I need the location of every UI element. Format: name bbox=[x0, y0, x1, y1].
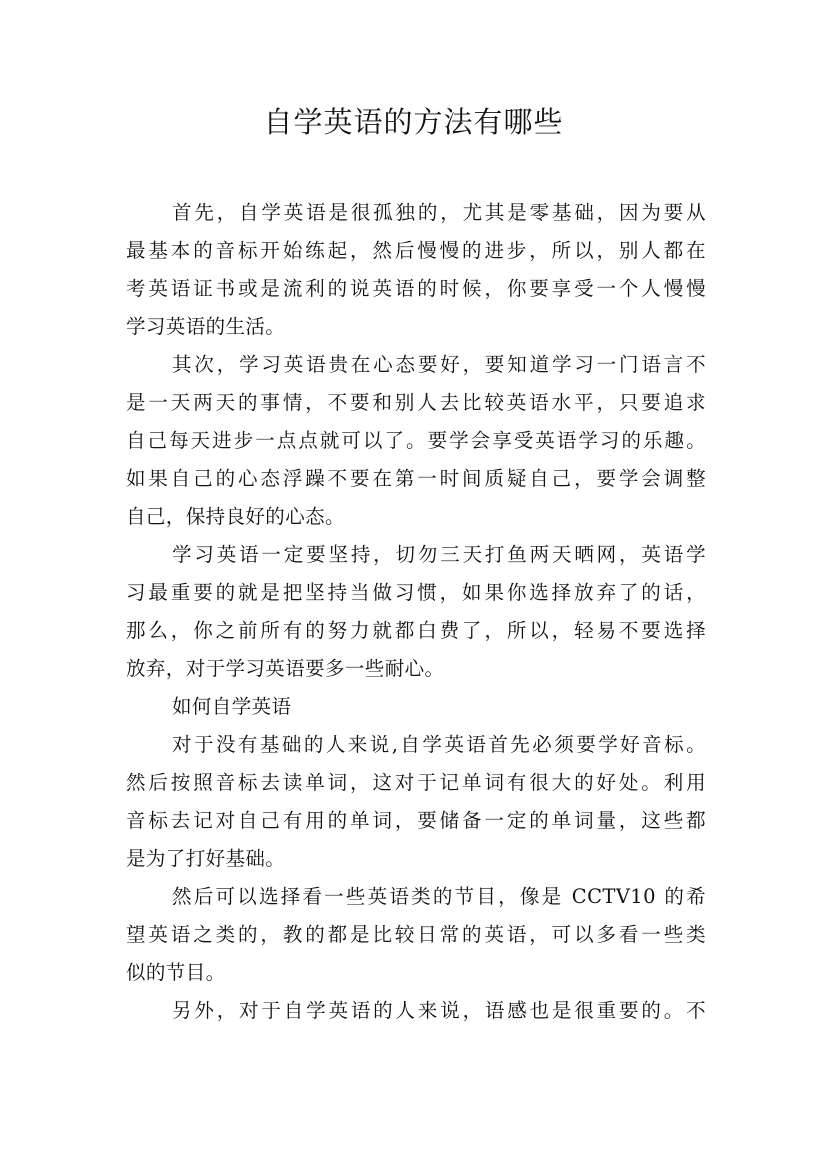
paragraph-line: 另外，对于自学英语的人来说，语感也是很重要的。不 bbox=[172, 999, 706, 1022]
paragraph-line: 自己每天进步一点点就可以了。要学会享受英语学习的乐趣。 bbox=[126, 429, 706, 452]
paragraph-line: 音标去记对自己有用的单词，要储备一定的单词量，这些都 bbox=[126, 809, 706, 832]
paragraph-line: 其次，学习英语贵在心态要好，要知道学习一门语言不 bbox=[172, 353, 706, 376]
paragraph-line: 习最重要的就是把坚持当做习惯，如果你选择放弃了的话， bbox=[126, 581, 706, 604]
paragraph-line: 学习英语一定要坚持，切勿三天打鱼两天晒网，英语学 bbox=[172, 543, 706, 566]
document-body bbox=[126, 194, 706, 1030]
paragraph-line: 然后可以选择看一些英语类的节目，像是 CCTV10 的希 bbox=[172, 885, 706, 908]
paragraph-line: 是一天两天的事情，不要和别人去比较英语水平，只要追求 bbox=[126, 391, 706, 414]
paragraph-line: 自己，保持良好的心态。 bbox=[126, 505, 345, 528]
paragraph-line: 学习英语的生活。 bbox=[126, 315, 286, 338]
paragraph-line: 考英语证书或是流利的说英语的时候，你要享受一个人慢慢 bbox=[126, 277, 706, 300]
paragraph-line: 是为了打好基础。 bbox=[126, 847, 286, 870]
section-heading: 如何自学英语 bbox=[172, 695, 292, 718]
document-title: 自学英语的方法有哪些 bbox=[263, 105, 564, 139]
paragraph-line: 望英语之类的，教的都是比较日常的英语，可以多看一些类 bbox=[126, 923, 706, 946]
paragraph-line: 放弃，对于学习英语要多一些耐心。 bbox=[126, 657, 445, 680]
paragraph-line: 然后按照音标去读单词，这对于记单词有很大的好处。利用 bbox=[126, 771, 706, 794]
paragraph-line: 如果自己的心态浮躁不要在第一时间质疑自己，要学会调整 bbox=[126, 467, 706, 490]
paragraph-line: 对于没有基础的人来说,自学英语首先必须要学好音标。 bbox=[172, 733, 706, 756]
paragraph-line: 首先，自学英语是很孤独的，尤其是零基础，因为要从 bbox=[172, 201, 706, 224]
paragraph-line: 似的节目。 bbox=[126, 961, 226, 984]
paragraph-line: 最基本的音标开始练起，然后慢慢的进步，所以，别人都在 bbox=[126, 239, 706, 262]
paragraph-line: 那么，你之前所有的努力就都白费了，所以，轻易不要选择 bbox=[126, 619, 706, 642]
